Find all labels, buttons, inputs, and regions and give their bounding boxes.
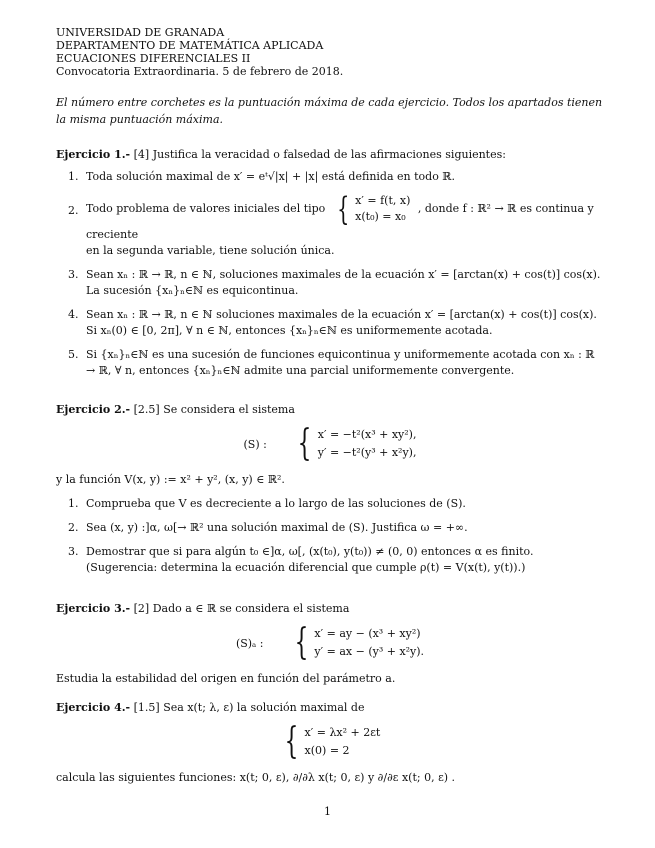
exercise-1-item-1: 1. Toda solución maximal de x′ = eᵗ√|x| + |x| está definida en todo ℝ. — [68, 170, 455, 183]
exam-header — [56, 26, 604, 78]
exercise-1-item-2: 2. Todo problema de valores iniciales del tipo { x′ = f(t, x) x(t₀) = x₀ , donde f : ℝ² → ℝ es continua y creciente en la segunda variable, tiene solución única. — [68, 190, 594, 257]
exercise-4-task: calcula las siguientes funciones: x(t; 0, ε), ∂/∂λ x(t; 0, ε) y ∂/∂ε x(t; 0, ε) . — [56, 771, 456, 784]
system-s: (S) : { x′ = −t²(x³ + xy²), y′ = −t²(y³ + x²y), — [243, 423, 417, 464]
exercise-1-item-4: 4. Sean xₙ : ℝ → ℝ, n ∈ ℕ soluciones maximales de la ecuación x′ = [arctan(x) + cos(t)] cos(x). Si xₙ(0) ∈ [0, 2π], ∀ n ∈ ℕ, entonces {xₙ}ₙ∈ℕ es uniformemente acotada. — [68, 308, 597, 337]
exercise-3-task: Estudia la estabilidad del origen en función del parámetro a. — [56, 672, 396, 685]
university-name: UNIVERSIDAD DE GRANADA — [56, 26, 225, 39]
exercise-1-title: Ejercicio 1.- — [56, 148, 131, 161]
exercise-3-intro: [2] Dado a ∈ ℝ se considera el sistema — [133, 602, 350, 615]
exercise-3-title: Ejercicio 3.- — [56, 602, 131, 615]
exercise-1-intro: [4] Justifica la veracidad o falsedad de las afirmaciones siguientes: — [133, 148, 506, 161]
scoring-note: El número entre corchetes es la puntuación máxima de cada ejercicio. Todos los apartados tienen la misma puntuación máxima. — [56, 96, 603, 126]
exercise-4 — [56, 701, 604, 786]
department-name: DEPARTAMENTO DE MATEMÁTICA APLICADA — [56, 39, 324, 52]
exam-page — [56, 26, 604, 786]
course-name: ECUACIONES DIFERENCIALES II — [56, 52, 251, 65]
lyapunov-function: y la función V(x, y) := x² + y², (x, y) ∈ ℝ². — [56, 473, 285, 486]
ivp-system: { x′ = f(t, x) x(t₀) = x₀ — [336, 190, 411, 228]
page-number: 1 — [324, 805, 331, 818]
exercise-1 — [56, 148, 604, 379]
exercise-4-title: Ejercicio 4.- — [56, 701, 131, 714]
exercise-2-item-3: 3. Demostrar que si para algún t₀ ∈]α, ω[, (x(t₀), y(t₀)) ≠ (0, 0) entonces α es finito. (Sugerencia: determina la ecuación diferencial que cumple ρ(t) = V(x(t), y(t)).) — [68, 545, 534, 574]
exercise-4-intro: [1.5] Sea x(t; λ, ε) la solución maximal de — [133, 701, 365, 714]
exercise-3 — [56, 602, 604, 687]
exercise-2-item-1: 1. Comprueba que V es decreciente a lo largo de las soluciones de (S). — [68, 497, 466, 510]
system-sa: (S)ₐ : { x′ = ay − (x³ + xy²) y′ = ax − (y³ + x²y). — [235, 622, 425, 663]
exercise-2 — [56, 403, 604, 576]
exercise-2-item-2: 2. Sea (x, y) :]α, ω[→ ℝ² una solución maximal de (S). Justifica ω = +∞. — [68, 521, 468, 534]
exercise-1-item-5: 5. Si {xₙ}ₙ∈ℕ es una sucesión de funciones equicontinua y uniformemente acotada con xₙ : ℝ → ℝ, ∀ n, entonces {xₙ}ₙ∈ℕ admite una parcial uniformemente convergente. — [68, 348, 595, 377]
exercise-2-title: Ejercicio 2.- — [56, 403, 131, 416]
exam-date: Convocatoria Extraordinaria. 5 de febrero de 2018. — [56, 65, 344, 78]
system-ivp-lambda: { x′ = λx² + 2εt x(0) = 2 — [284, 721, 381, 762]
exercise-1-item-3: 3. Sean xₙ : ℝ → ℝ, n ∈ ℕ, soluciones maximales de la ecuación x′ = [arctan(x) + cos(t)] cos(x). La sucesión {xₙ}ₙ∈ℕ es equicontinua. — [68, 268, 601, 297]
exercise-2-intro: [2.5] Se considera el sistema — [133, 403, 295, 416]
